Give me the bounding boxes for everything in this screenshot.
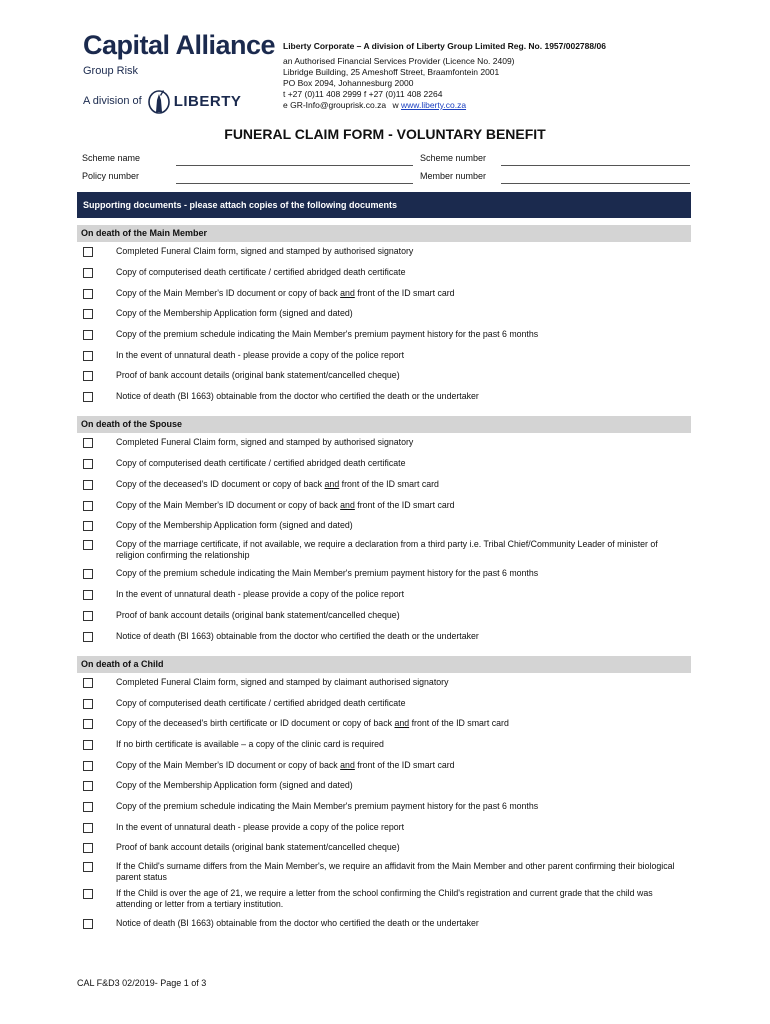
checklist-item[interactable]: Completed Funeral Claim form, signed and stamped by authorised signatory <box>83 437 683 448</box>
checkbox[interactable] <box>83 247 93 257</box>
scheme-name-label: Scheme name <box>82 153 141 163</box>
division-of-liberty <box>83 88 241 114</box>
checklist-item[interactable]: Copy of computerised death certificate / certified abridged death certificate <box>83 458 683 469</box>
checkbox[interactable] <box>83 719 93 729</box>
checklist-item[interactable]: Copy of the marriage certificate, if not available, we require a declaration from a third party i.e. Tribal Chief/Community Leader of minister of religion confirming the relationship <box>83 539 683 561</box>
division-prefix: A division of <box>83 95 142 107</box>
company-email: e GR-Info@grouprisk.co.za <box>283 100 387 110</box>
checkbox[interactable] <box>83 268 93 278</box>
checklist-item[interactable]: Copy of the Membership Application form (signed and dated) <box>83 520 683 531</box>
form-title: FUNERAL CLAIM FORM - VOLUNTARY BENEFIT <box>224 126 546 142</box>
policy-number-label: Policy number <box>82 171 140 181</box>
checkbox[interactable] <box>83 459 93 469</box>
company-line: Libridge Building, 25 Ameshoff Street, Braamfontein 2001 <box>283 67 500 77</box>
checkbox[interactable] <box>83 590 93 600</box>
company-website-link[interactable]: www.liberty.co.za <box>401 100 467 110</box>
checklist-item[interactable]: Notice of death (BI 1663) obtainable from the doctor who certified the death or the undertaker <box>83 631 683 642</box>
company-contact-line <box>283 100 606 111</box>
company-title: Liberty Corporate – A division of Liberty Group Limited Reg. No. 1957/002788/06 <box>283 41 606 51</box>
logo-subtitle: Group Risk <box>83 65 139 77</box>
checklist-item[interactable]: Copy of the Main Member's ID document or copy of back and front of the ID smart card <box>83 500 683 511</box>
section-child-header: On death of a Child <box>77 656 691 673</box>
checklist-item[interactable]: Proof of bank account details (original bank statement/cancelled cheque) <box>83 610 683 621</box>
checklist-item[interactable]: Notice of death (BI 1663) obtainable from the doctor who certified the death or the undertaker <box>83 391 683 402</box>
checkbox[interactable] <box>83 740 93 750</box>
checklist-item[interactable]: In the event of unnatural death - please provide a copy of the police report <box>83 822 683 833</box>
checkbox[interactable] <box>83 392 93 402</box>
checkbox[interactable] <box>83 632 93 642</box>
checkbox[interactable] <box>83 823 93 833</box>
checkbox[interactable] <box>83 289 93 299</box>
checklist-item[interactable]: Completed Funeral Claim form, signed and stamped by authorised signatory <box>83 246 683 257</box>
checklist-item[interactable]: Copy of the Membership Application form (signed and dated) <box>83 308 683 319</box>
company-line: an Authorised Financial Services Provider (Licence No. 2409) <box>283 56 515 66</box>
checkbox[interactable] <box>83 843 93 853</box>
checklist-item[interactable]: Copy of the premium schedule indicating the Main Member's premium payment history for the past 6 months <box>83 568 683 579</box>
page-footer: CAL F&D3 02/2019- Page 1 of 3 <box>77 978 207 988</box>
policy-number-field[interactable] <box>176 183 413 184</box>
company-line: t +27 (0)11 408 2999 f +27 (0)11 408 2264 <box>283 89 443 99</box>
checkbox[interactable] <box>83 862 93 872</box>
checklist-item[interactable]: Copy of computerised death certificate / certified abridged death certificate <box>83 698 683 709</box>
checkbox[interactable] <box>83 678 93 688</box>
checkbox[interactable] <box>83 569 93 579</box>
checklist-item[interactable]: Copy of the deceased's ID document or copy of back and front of the ID smart card <box>83 479 683 490</box>
checkbox[interactable] <box>83 351 93 361</box>
section-spouse-header: On death of the Spouse <box>77 416 691 433</box>
checkbox[interactable] <box>83 802 93 812</box>
web-prefix: w <box>392 100 399 110</box>
checklist-item[interactable]: Copy of computerised death certificate / certified abridged death certificate <box>83 267 683 278</box>
checklist-item[interactable]: Copy of the Main Member's ID document or copy of back and front of the ID smart card <box>83 760 683 771</box>
member-number-label: Member number <box>420 171 487 181</box>
checkbox[interactable] <box>83 438 93 448</box>
supporting-documents-banner: Supporting documents - please attach copies of the following documents <box>77 192 691 218</box>
checklist-item[interactable]: Notice of death (BI 1663) obtainable from the doctor who certified the death or the undertaker <box>83 918 683 929</box>
checklist-item[interactable]: Copy of the deceased's birth certificate or ID document or copy of back and front of the ID smart card <box>83 718 683 729</box>
checkbox[interactable] <box>83 781 93 791</box>
liberty-wordmark: LIBERTY <box>173 92 242 110</box>
liberty-statue-icon <box>148 88 170 114</box>
checkbox[interactable] <box>83 371 93 381</box>
checklist-item[interactable]: Copy of the Membership Application form (signed and dated) <box>83 780 683 791</box>
checklist-item[interactable]: If the Child is over the age of 21, we require a letter from the school confirming the Child's registration and current grade that the child was attending or letter from a tertiary institution. <box>83 888 683 910</box>
scheme-number-field[interactable] <box>501 165 690 166</box>
checklist-item[interactable]: If the Child's surname differs from the Main Member's, we require an affidavit from the Main Member and other parent confirming their biological parent status <box>83 861 683 883</box>
checklist-item[interactable]: Copy of the Main Member's ID document or copy of back and front of the ID smart card <box>83 288 683 299</box>
checkbox[interactable] <box>83 330 93 340</box>
checklist-item[interactable]: Completed Funeral Claim form, signed and stamped by claimant authorised signatory <box>83 677 683 688</box>
member-number-field[interactable] <box>501 183 690 184</box>
section-main-member-header: On death of the Main Member <box>77 225 691 242</box>
checklist-item[interactable]: Proof of bank account details (original bank statement/cancelled cheque) <box>83 370 683 381</box>
checklist-item[interactable]: If no birth certificate is available – a copy of the clinic card is required <box>83 739 683 750</box>
scheme-name-field[interactable] <box>176 165 413 166</box>
capital-alliance-logo: Capital Alliance <box>83 30 276 60</box>
checkbox[interactable] <box>83 611 93 621</box>
checkbox[interactable] <box>83 501 93 511</box>
checklist-item[interactable]: Copy of the premium schedule indicating the Main Member's premium payment history for the past 6 months <box>83 801 683 812</box>
checkbox[interactable] <box>83 540 93 550</box>
checkbox[interactable] <box>83 480 93 490</box>
checkbox[interactable] <box>83 699 93 709</box>
checkbox[interactable] <box>83 889 93 899</box>
checklist-item[interactable]: In the event of unnatural death - please provide a copy of the police report <box>83 350 683 361</box>
checkbox[interactable] <box>83 761 93 771</box>
checklist-item[interactable]: Copy of the premium schedule indicating the Main Member's premium payment history for the past 6 months <box>83 329 683 340</box>
checkbox[interactable] <box>83 521 93 531</box>
checkbox[interactable] <box>83 919 93 929</box>
checklist-item[interactable]: Proof of bank account details (original bank statement/cancelled cheque) <box>83 842 683 853</box>
checkbox[interactable] <box>83 309 93 319</box>
scheme-number-label: Scheme number <box>420 153 487 163</box>
company-line: PO Box 2094, Johannesburg 2000 <box>283 78 414 88</box>
company-details <box>283 41 606 111</box>
checklist-item[interactable]: In the event of unnatural death - please provide a copy of the police report <box>83 589 683 600</box>
